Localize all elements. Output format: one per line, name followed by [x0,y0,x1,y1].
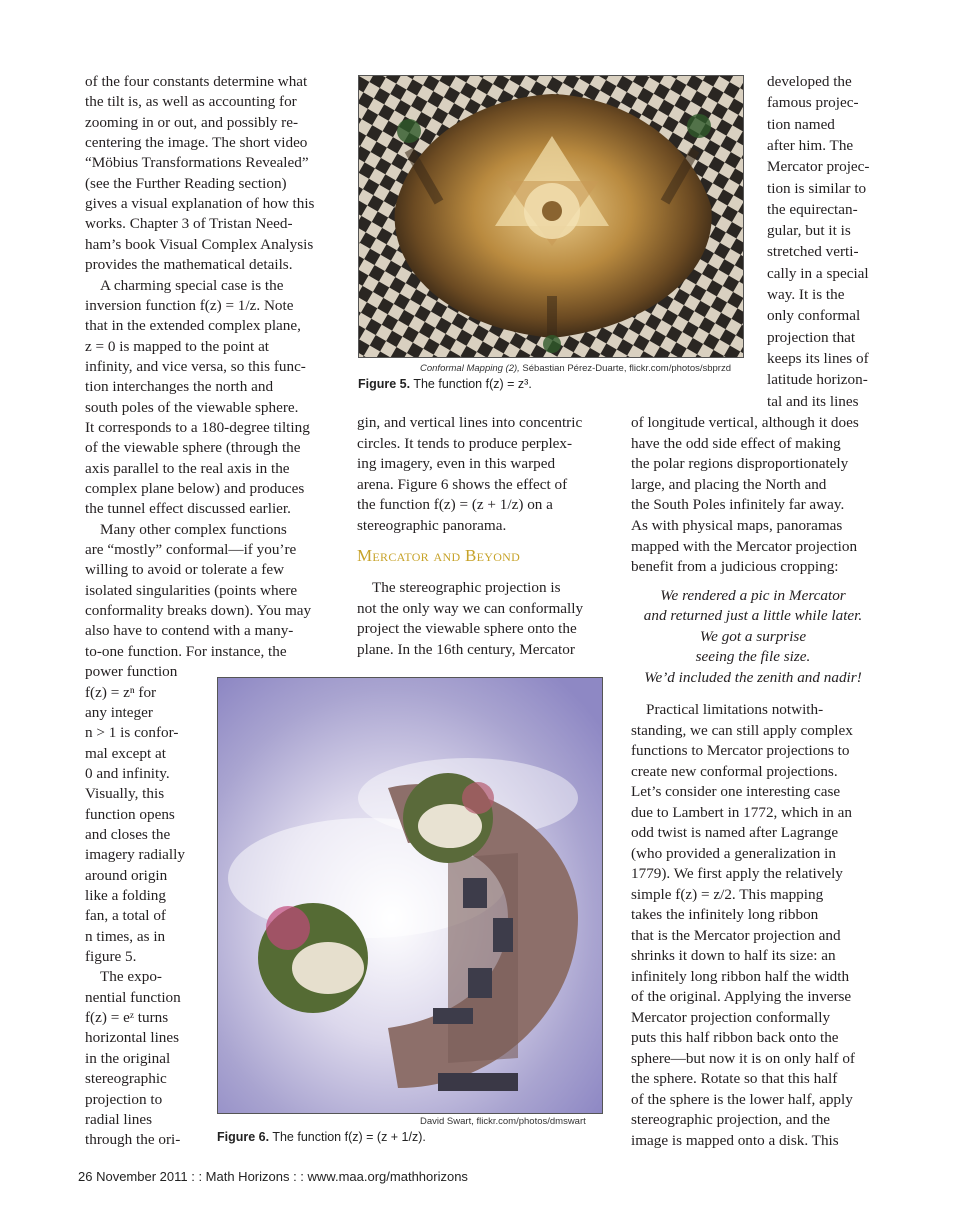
text-line: shrinks it down to half its size: an [631,947,836,964]
text-line: plane. In the 16th century, Mercator [357,640,575,658]
text-line: the equirectan- [767,200,858,218]
text-line: of longitude vertical, although it does [631,414,859,431]
text-line: standing, we can still apply complex [631,721,853,739]
credit-rest: Sébastian Pérez-Duarte, flickr.com/photos/sbprzd [519,363,732,374]
text-line: Let’s consider one interesting case [631,783,841,800]
text-line: the tunnel effect discussed earlier. [85,500,291,518]
text-line: like a folding [85,887,166,904]
figure-6-caption-text: The function f(z) = (z + 1/z). [269,1130,426,1144]
text-line: tal and its lines [767,392,859,410]
text-line: provides the mathematical details. [85,256,293,274]
text-line: ham’s book Visual Complex Analysis [85,235,314,253]
text-line: figure 5. [85,948,137,966]
poem-line: seeing the file size. [695,648,811,666]
text-line: have the odd side effect of making [631,434,841,452]
text-line: of the original. Applying the inverse [631,988,852,1005]
text-line: the polar regions disproportionately [631,455,849,473]
text-line: works. Chapter 3 of Tristan Need- [85,215,293,233]
text-line: stereographic panorama. [357,517,507,534]
text-line: function opens [85,805,175,823]
text-line: way. It is the [767,286,845,303]
text-line: stereographic [85,1070,167,1088]
text-line: tion interchanges the north and [85,378,274,396]
text-line: after him. The [767,136,854,154]
text-line: of the sphere is the lower half, apply [631,1090,853,1108]
text-line: only conformal [767,307,861,325]
text-line: tion is similar to [767,179,867,197]
text-line: 1779). We first apply the relatively [631,865,843,882]
text-line: gular, but it is [767,222,851,240]
figure-5-image [358,75,744,358]
text-line: the South Poles infinitely far away. [631,496,845,514]
text-line: tion named [767,115,835,133]
poem-line: We’d included the zenith and nadir! [644,668,862,686]
text-line: projection to [85,1090,163,1108]
poem-line: We rendered a pic in Mercator [660,587,846,604]
text-line: projection that [767,328,856,346]
text-line: complex plane below) and produces [85,480,305,497]
text-line: keeps its lines of [767,349,869,367]
text-line: arena. Figure 6 shows the effect of [357,475,568,493]
section-heading: Mercator and Beyond [357,546,521,565]
text-line: cally in a special [767,264,869,282]
text-line: f(z) = zⁿ for [85,683,157,701]
text-line: infinitely long ribbon half the width [631,967,850,985]
figure-6-image [217,677,603,1114]
text-line: “Möbius Transformations Revealed” [85,154,309,172]
text-line: are “mostly” conformal—if you’re [85,541,297,559]
text-line: fan, a total of [85,907,166,925]
text-line: any integer [85,703,153,721]
text-line: functions to Mercator projections to [631,742,850,759]
text-line: isolated singularities (points where [85,581,298,599]
figure-5-label: Figure 5. [358,377,411,391]
text-line: famous projec- [767,94,859,112]
text-line: gives a visual explanation of how this [85,195,315,213]
text-line: that is the Mercator projection and [631,926,841,944]
text-line: z = 0 is mapped to the point at [85,337,270,355]
text-line: (who provided a generalization in [631,844,836,862]
text-line: mal except at [85,744,166,762]
poem-line: and returned just a little while later. [643,607,863,625]
text-line: create new conformal projections. [631,762,838,780]
text-line: simple f(z) = z/2. This mapping [631,885,824,903]
text-line: axis parallel to the real axis in the [85,459,290,477]
text-line: the sphere. Rotate so that this half [631,1070,838,1087]
text-line: benefit from a judicious cropping: [631,558,839,576]
text-line: gin, and vertical lines into concentric [357,414,583,431]
text-line: stereographic projection, and the [631,1111,831,1128]
figure-6-caption [217,1130,426,1144]
text-line: developed the [767,73,852,90]
text-line: project the viewable sphere onto the [357,620,577,638]
figure-6-credit: David Swart, flickr.com/photos/dmswart [420,1116,586,1127]
text-line: conformality breaks down). You may [85,602,312,620]
text-line: f(z) = eᶻ turns [85,1009,169,1027]
text-line: A charming special case is the [100,276,284,294]
text-line: centering the image. The short video [85,134,308,152]
text-line: of the viewable sphere (through the [85,439,301,457]
text-line: due to Lambert in 1772, which in an [631,803,853,821]
figure-5-caption-text: The function f(z) = z³. [410,377,532,391]
text-line: ing imagery, even in this warped [357,455,556,473]
text-line: large, and placing the North and [631,475,827,493]
text-line: and closes the [85,825,171,843]
text-line: image is mapped onto a disk. This [631,1131,839,1149]
text-line: to-one function. For instance, the [85,642,287,660]
text-line: The expo- [100,968,162,986]
text-line: n times, as in [85,927,166,945]
text-line: takes the infinitely long ribbon [631,906,819,923]
text-line: also have to contend with a many- [85,622,294,640]
text-line: the tilt is, as well as accounting for [85,93,297,111]
text-line: odd twist is named after Lagrange [631,824,839,841]
text-line: Many other complex functions [100,520,287,538]
text-line: It corresponds to a 180-degree tilting [85,418,310,436]
text-line: puts this half ribbon back onto the [631,1029,839,1046]
text-line: through the ori- [85,1131,181,1149]
text-line: latitude horizon- [767,371,868,389]
text-line: inversion function f(z) = 1/z. Note [85,296,294,314]
text-line: Mercator projection conformally [631,1008,831,1026]
text-line: south poles of the viewable sphere. [85,398,299,416]
text-line: of the four constants determine what [85,73,308,90]
text-line: mapped with the Mercator projection [631,537,858,555]
text-line: n > 1 is confor- [85,724,179,742]
text-line: not the only way we can conformally [357,599,584,617]
text-line: (see the Further Reading section) [85,174,287,192]
text-line: zooming in or out, and possibly re- [85,113,299,131]
figure-6-label: Figure 6. [217,1130,270,1144]
text-line: nential function [85,988,181,1006]
text-line: horizontal lines [85,1029,180,1047]
poem-line: We got a surprise [699,627,807,645]
text-line: around origin [85,866,168,884]
figure-5-caption [358,377,532,391]
text-line: Practical limitations notwith- [646,701,824,718]
text-line: power function [85,663,178,681]
text-line: stretched verti- [767,243,859,261]
cathedral-panorama-illustration [359,76,744,358]
text-line: 0 and infinity. [85,764,170,782]
figure-5-credit [420,363,731,374]
text-line: that in the extended complex plane, [85,317,301,335]
text-line: infinity, and vice versa, so this func- [85,357,306,375]
page-footer: 26 November 2011 : : Math Horizons : : www.maa.org/mathhorizons [78,1169,468,1184]
text-line: Mercator projec- [767,158,870,176]
text-line: imagery radially [85,846,185,864]
text-line: circles. It tends to produce perplex- [357,434,573,452]
text-line: Visually, this [85,785,165,803]
little-planet-illustration [218,678,603,1114]
text-line: the function f(z) = (z + 1/z) on a [357,496,553,514]
text-line: in the original [85,1049,171,1067]
credit-title: Conformal Mapping (2), [420,363,520,374]
text-line: As with physical maps, panoramas [631,517,843,534]
text-line: willing to avoid or tolerate a few [85,561,285,579]
text-line: sphere—but now it is on only half of [631,1049,855,1067]
text-line: The stereographic projection is [372,579,561,596]
text-line: radial lines [85,1110,153,1128]
